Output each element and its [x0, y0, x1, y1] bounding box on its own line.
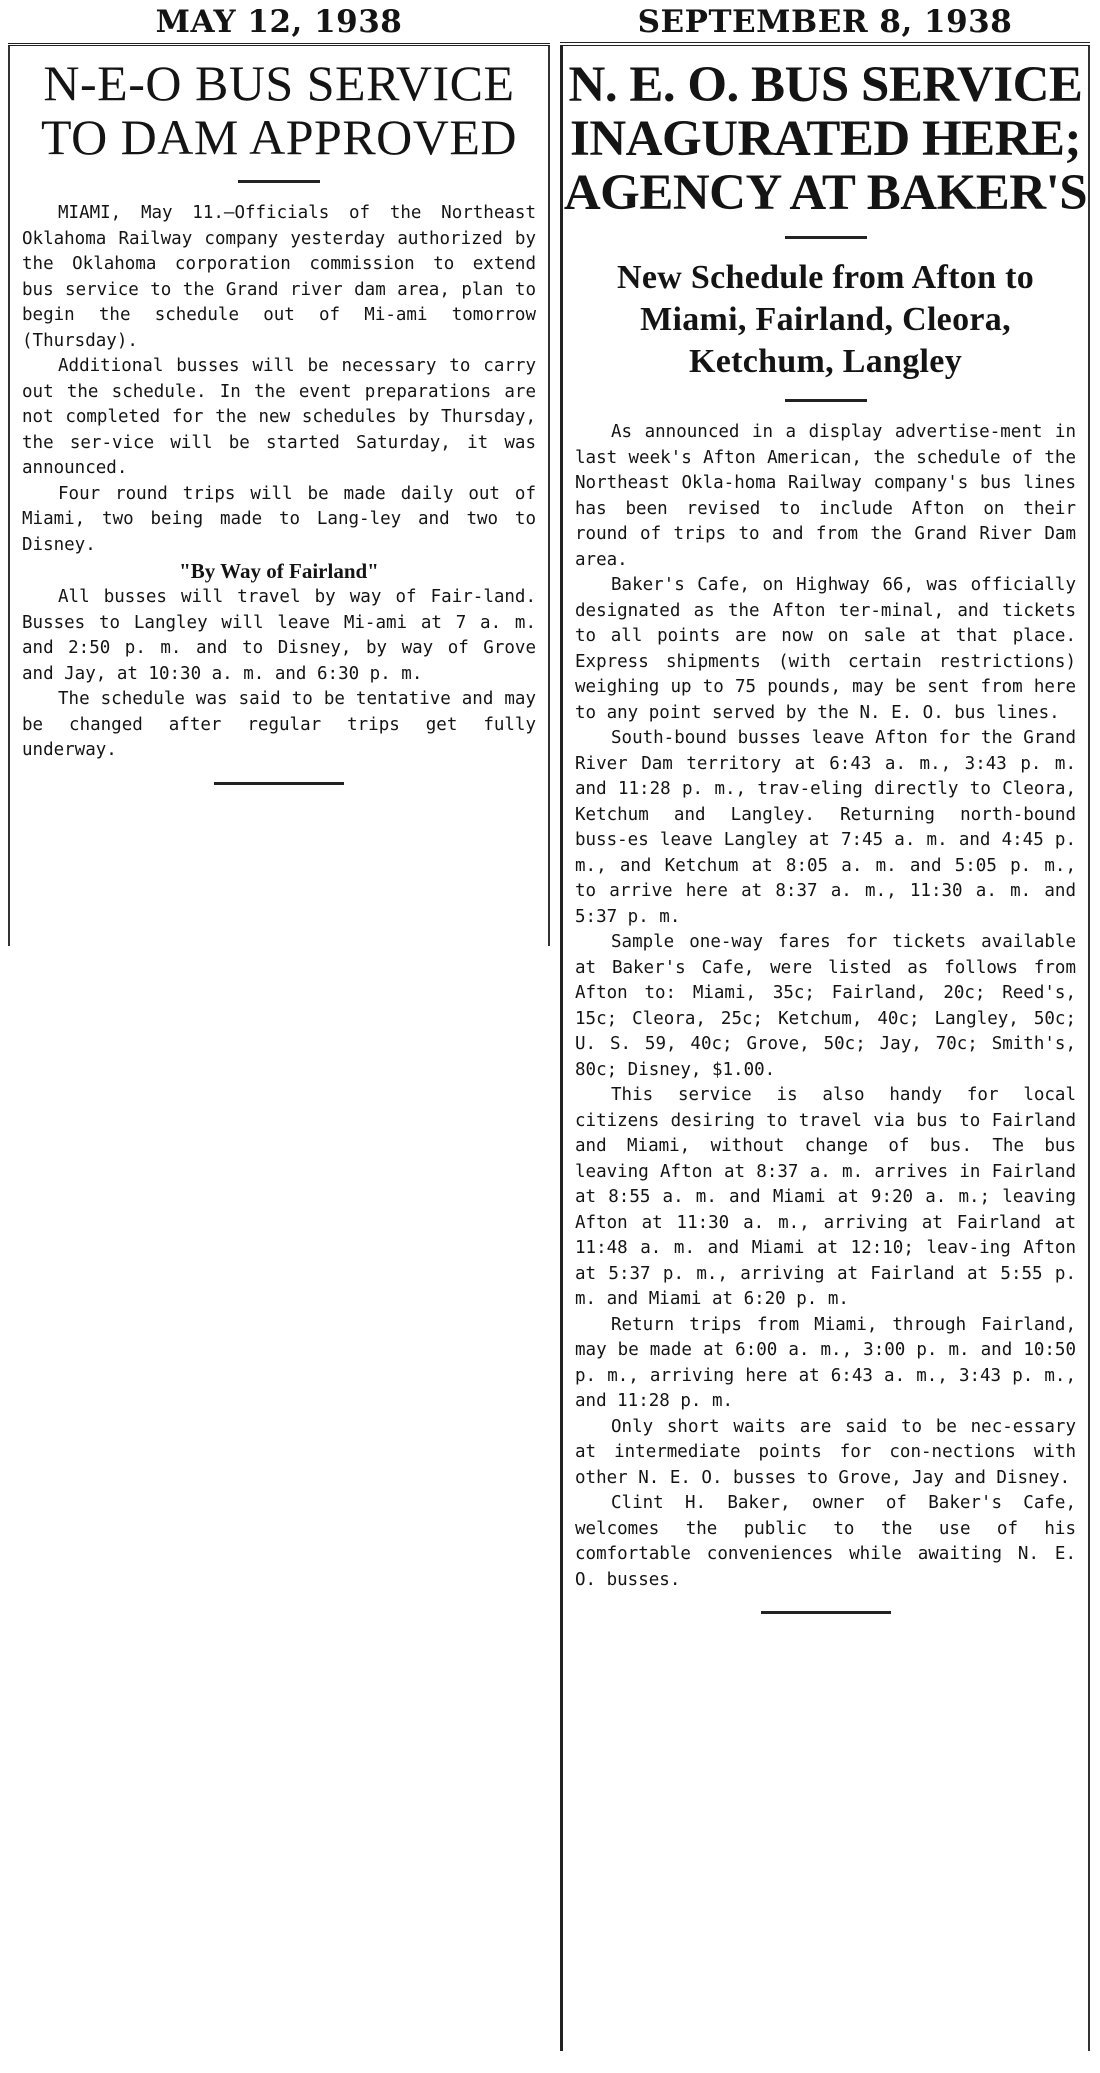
article-paragraph: Clint H. Baker, owner of Baker's Cafe, welcomes the public to the use of his comfortable conveniences while awaiting N. E. O. busses. — [575, 1493, 1076, 1590]
article-paragraph: Only short waits are said to be nec-essary at intermediate points for con-nections with other N. E. O. busses to Grove, Jay and Disney. — [575, 1416, 1076, 1488]
headline-divider — [785, 236, 867, 239]
article-paragraph: Baker's Cafe, on Highway 66, was officially designated as the Afton ter-minal, and tickets to all points are now on sale at that place. Express shipments (with certain restrictions) weighing up to 75 pounds, may be sent from here to any point served by the N. E. O. bus lines. — [575, 575, 1076, 723]
right-article-body — [560, 46, 1090, 2051]
right-article-headline: N. E. O. BUS SERVICE INAGURATED HERE; AGENCY AT BAKER'S — [563, 57, 1088, 221]
article-paragraph: All busses will travel by way of Fair-land. Busses to Langley will leave Mi-ami at 7 a. m. and 2:50 p. m. and to Disney, by way of Grove and Jay, at 10:30 a. m. and 6:30 p. m. — [22, 587, 536, 684]
article-paragraph: Additional busses will be necessary to carry out the schedule. In the event preparations are not completed for the new schedules by Thursday, the ser-vice will be started Saturday, it was announced. — [22, 356, 536, 478]
right-article — [560, 0, 1090, 2051]
article-end-rule — [761, 1611, 891, 1614]
left-article-date: MAY 12, 1938 — [8, 0, 550, 46]
right-article-text — [563, 420, 1088, 1593]
left-article — [8, 0, 550, 946]
article-paragraph: MIAMI, May 11.—Officials of the Northeast Oklahoma Railway company yesterday authorized by the Oklahoma corporation commission to extend bus service to the Grand river dam area, plan to begin the schedule out of Mi-ami tomorrow (Thursday). — [22, 203, 536, 351]
left-article-headline: N-E-O BUS SERVICE TO DAM APPROVED — [40, 55, 518, 165]
subhead-divider — [785, 399, 867, 402]
article-paragraph: The schedule was said to be tentative and may be changed after regular trips get fully underway. — [22, 689, 536, 760]
crosshead: "By Way of Fairland" — [179, 559, 379, 583]
article-paragraph: This service is also handy for local citizens desiring to travel via bus to Fairland and Miami, without change of bus. The bus leaving Afton at 8:37 a. m. arrives in Fairland at 8:55 a. m. and Miami at 9:20 a. m.; leaving Afton at 11:30 a. m., arriving at Fairland at 11:48 a. m. and Miami at 12:10; leav-ing Afton at 5:37 p. m., arriving at Fairland at 5:55 p. m. and Miami at 6:20 p. m. — [575, 1085, 1076, 1309]
article-paragraph: South-bound busses leave Afton for the Grand River Dam territory at 6:43 a. m., 3:43 p. m. and 11:28 p. m., trav-eling directly to Cleora, Ketchum and Langley. Returning north-bound buss-es leave Langley at 7:45 a. m. and 4:45 p. m., and Ketchum at 8:05 a. m. and 5:05 p. m., to arrive here at 8:37 a. m., 11:30 a. m. and 5:37 p. m. — [575, 728, 1076, 927]
left-article-body — [8, 46, 550, 946]
headline-divider — [238, 180, 320, 183]
right-article-subheadline: New Schedule from Afton to Miami, Fairland, Cleora, Ketchum, Langley — [616, 259, 1035, 380]
article-paragraph: As announced in a display advertise-ment in last week's Afton American, the schedule of the Northeast Okla-homa Railway company's bus lines has been revised to include Afton on their round of trips to and from the Grand River Dam area. — [575, 422, 1076, 570]
right-article-date: SEPTEMBER 8, 1938 — [560, 0, 1090, 46]
article-paragraph: Four round trips will be made daily out of Miami, two being made to Lang-ley and two to Disney. — [22, 483, 536, 555]
article-paragraph: Sample one-way fares for tickets available at Baker's Cafe, were listed as follows from Afton to: Miami, 35c; Fairland, 20c; Reed's, 15c; Cleora, 25c; Ketchum, 40c; Langley, 50c; U. S. 59, 40c; Grove, 50c; Jay, 70c; Smith's, 80c; Disney, $1.00. — [575, 932, 1076, 1080]
article-end-rule — [214, 782, 344, 785]
left-article-text — [10, 201, 548, 764]
article-paragraph: Return trips from Miami, through Fairland, may be made at 6:00 a. m., 3:00 p. m. and 10:50 p. m., arriving here at 6:43 a. m., 3:43 p. m., and 11:28 p. m. — [575, 1314, 1076, 1411]
